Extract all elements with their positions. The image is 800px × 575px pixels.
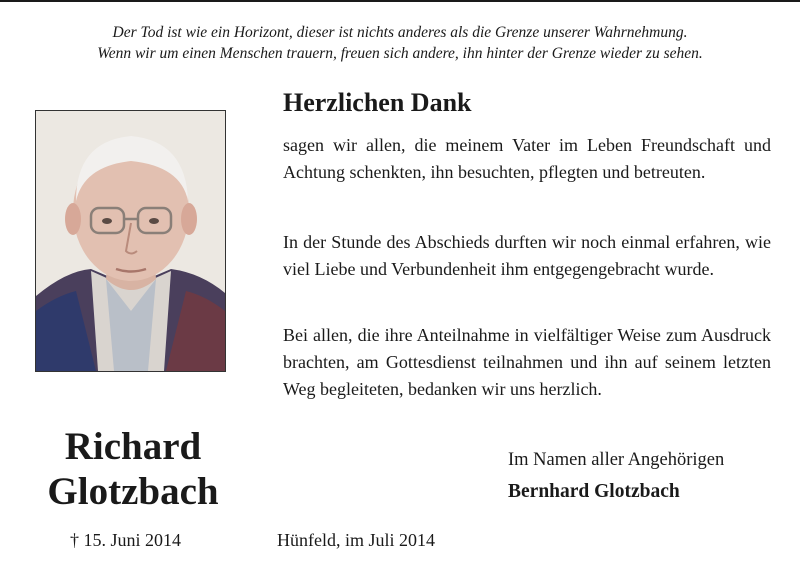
heading-thanks: Herzlichen Dank bbox=[283, 88, 472, 117]
motto-line-1: Der Tod ist wie ein Horizont, dieser ist nichts anderes als die Grenze unserer Wahrnehmung. bbox=[112, 24, 688, 41]
paragraph-thanks: sagen wir allen, die meinem Vater im Leben Freundschaft und Achtung schenkten, ihn besuchten, pflegten und betreuten. bbox=[283, 135, 771, 182]
deceased-first-name: Richard bbox=[64, 425, 202, 468]
death-date: † 15. Juni 2014 bbox=[70, 530, 182, 550]
signature-intro: Im Namen aller Angehörigen bbox=[508, 450, 725, 470]
portrait-photo bbox=[35, 110, 226, 372]
paragraph-farewell: In der Stunde des Abschieds durften wir noch einmal erfahren, wie viel Liebe und Verbundenheit ihm entgegengebracht wurde. bbox=[283, 232, 771, 279]
place-date: Hünfeld, im Juli 2014 bbox=[277, 530, 435, 550]
motto-line-2: Wenn wir um einen Menschen trauern, freuen sich andere, ihn hinter der Grenze wieder zu sehen. bbox=[97, 45, 703, 62]
top-border-rule bbox=[0, 0, 800, 2]
deceased-name bbox=[33, 424, 233, 514]
deceased-last-name: Glotzbach bbox=[47, 470, 219, 513]
paragraph-condolences: Bei allen, die ihre Anteilnahme in vielfältiger Weise zum Ausdruck brachten, am Gottesdienst teilnahmen und ihn auf seinem letzten Weg begleiteten, bedanken wir uns herzlich. bbox=[283, 325, 771, 399]
portrait-illustration bbox=[36, 111, 225, 371]
motto-quote bbox=[0, 22, 800, 64]
signature-name: Bernhard Glotzbach bbox=[508, 481, 680, 502]
